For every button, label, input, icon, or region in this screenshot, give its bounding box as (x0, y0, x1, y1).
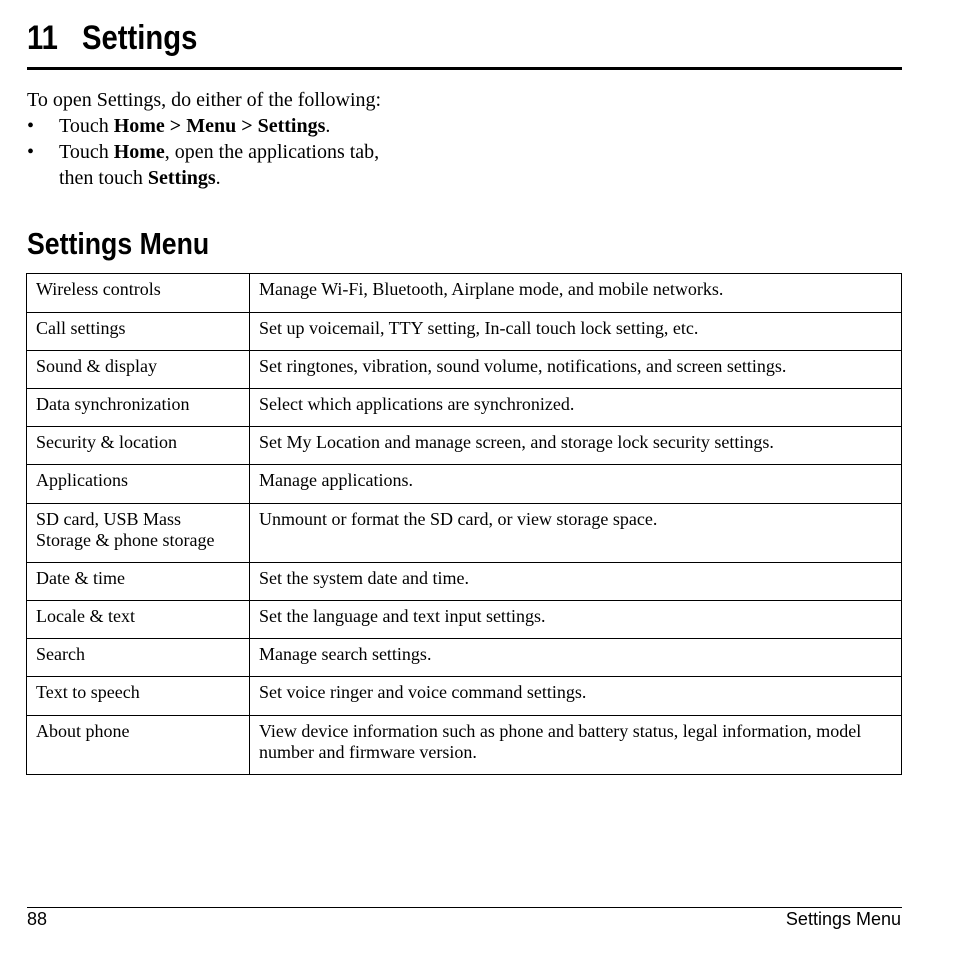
title-divider (27, 67, 902, 70)
footer-section-name: Settings Menu (785, 909, 901, 929)
setting-name: Locale & text (27, 601, 250, 639)
intro-block (27, 87, 381, 191)
settings-table (26, 273, 902, 775)
setting-description: Set voice ringer and voice command settings. (250, 677, 902, 716)
table-row (27, 601, 902, 639)
instruction-item (27, 139, 381, 191)
instruction-text: . (215, 167, 221, 189)
setting-name: Search (27, 639, 250, 677)
setting-name: SD card, USB Mass Storage & phone storage (27, 504, 250, 563)
setting-description: Manage search settings. (250, 639, 902, 677)
setting-description: Manage applications. (250, 465, 902, 504)
setting-name: About phone (27, 716, 250, 775)
page-number: 88 (27, 909, 48, 929)
instruction-text: Touch (59, 115, 114, 137)
settings-table-body (27, 274, 902, 775)
setting-name: Call settings (27, 313, 250, 351)
table-row (27, 351, 902, 389)
instruction-text: then touch (59, 167, 148, 189)
instruction-list (27, 113, 381, 191)
setting-description: Unmount or format the SD card, or view storage space. (250, 504, 902, 563)
table-row (27, 389, 902, 427)
instruction-text: Touch (59, 141, 114, 163)
setting-description: Set the language and text input settings. (250, 601, 902, 639)
setting-description: Set My Location and manage screen, and storage lock security settings. (250, 427, 902, 465)
setting-description: Set ringtones, vibration, sound volume, notifications, and screen settings. (250, 351, 902, 389)
table-row (27, 313, 902, 351)
instruction-item (27, 113, 381, 139)
bullet-glyph: • (27, 115, 35, 137)
table-row (27, 716, 902, 775)
table-row (27, 427, 902, 465)
chapter-title (27, 18, 197, 58)
setting-name: Data synchronization (27, 389, 250, 427)
chapter-number: 11 (27, 19, 58, 57)
table-row (27, 504, 902, 563)
instruction-keyword: Settings (147, 167, 216, 189)
setting-name: Sound & display (27, 351, 250, 389)
setting-description: Select which applications are synchronized. (250, 389, 902, 427)
table-row (27, 563, 902, 601)
bullet-glyph: • (27, 141, 35, 163)
chapter-title-text: Settings (82, 19, 198, 57)
instruction-path: Home > Menu > Settings (113, 115, 326, 137)
section-title: Settings Menu (27, 226, 210, 261)
setting-name: Wireless controls (27, 274, 250, 313)
setting-name: Text to speech (27, 677, 250, 716)
setting-description: Set the system date and time. (250, 563, 902, 601)
setting-description: Manage Wi-Fi, Bluetooth, Airplane mode, and mobile networks. (250, 274, 902, 313)
table-row (27, 274, 902, 313)
setting-description: View device information such as phone and battery status, legal information, model number and firmware version. (250, 716, 902, 775)
instruction-text: , open the applications tab, (164, 141, 380, 163)
footer-divider (27, 907, 902, 908)
instruction-keyword: Home (113, 141, 165, 163)
setting-name: Security & location (27, 427, 250, 465)
table-row (27, 639, 902, 677)
table-row (27, 677, 902, 716)
setting-name: Date & time (27, 563, 250, 601)
setting-name: Applications (27, 465, 250, 504)
setting-description: Set up voicemail, TTY setting, In-call touch lock setting, etc. (250, 313, 902, 351)
instruction-text: . (325, 115, 331, 137)
table-row (27, 465, 902, 504)
intro-lead: To open Settings, do either of the following: (27, 89, 382, 111)
